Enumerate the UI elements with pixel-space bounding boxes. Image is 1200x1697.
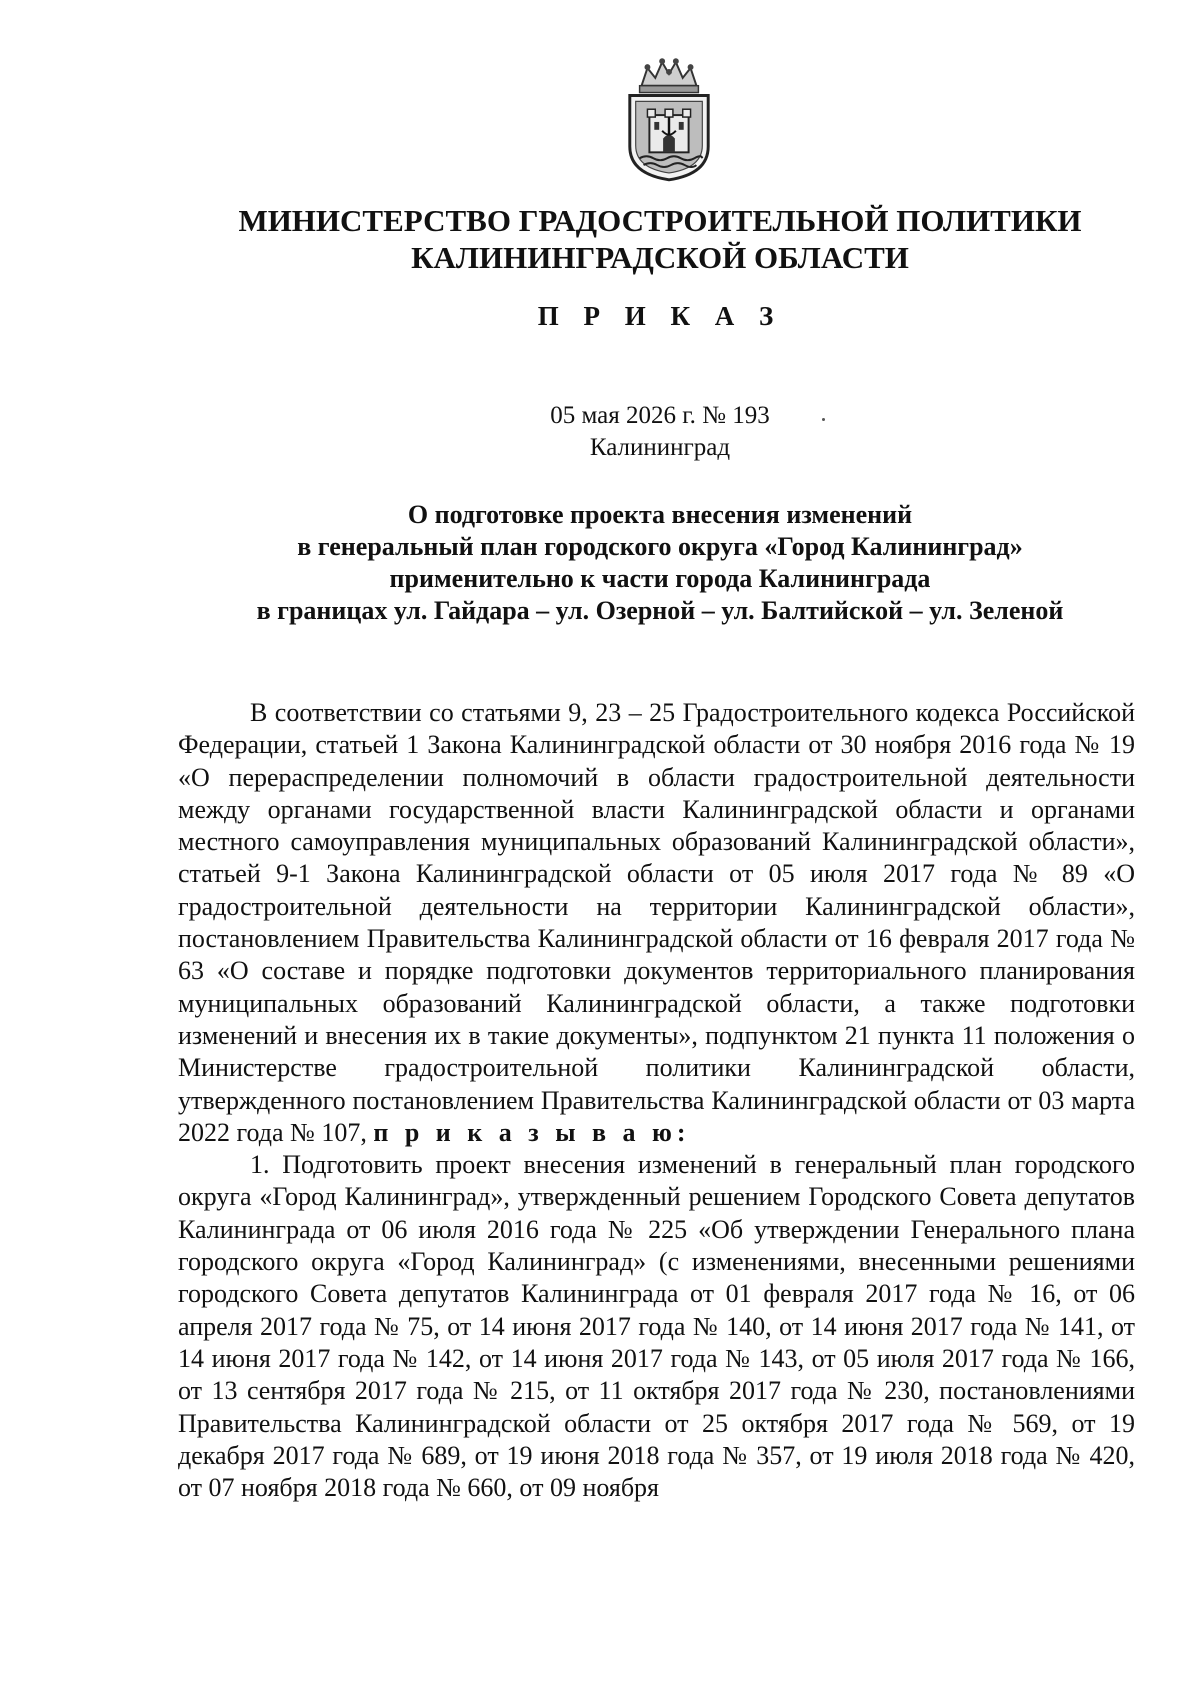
order-subject (0, 499, 1200, 627)
order-body (178, 697, 1135, 1504)
ministry-name-line1: МИНИСТЕРСТВО ГРАДОСТРОИТЕЛЬНОЙ ПОЛИТИКИ (238, 203, 1082, 238)
scan-speck (822, 418, 825, 421)
prikazyvayu-word: п р и к а з ы в а ю: (373, 1117, 691, 1147)
order-city: Калининград (589, 434, 731, 461)
ministry-name-line2: КАЛИНИНГРАДСКОЙ ОБЛАСТИ (411, 240, 909, 275)
subject-line2: в генеральный план городского округа «Город Калининград» (297, 532, 1023, 561)
subject-line4: в границах ул. Гайдара – ул. Озерной – ул. Балтийской – ул. Зеленой (256, 596, 1064, 625)
preamble-text: В соответствии со статьями 9, 23 – 25 Градостроительного кодекса Российской Федерации, статьей 1 Закона Калининградской области от 30 ноября 2016 года № 19 «О перераспределении полномочий в области градостроительной деятельности между органами государственной власти Калининградской области и органами местного самоуправления муниципальных образований Калининградской области», статьей 9-1 Закона Калининградской области от 05 июля 2017 года № 89 «О градостроительной деятельности на территории Калининградской области», постановлением Правительства Калининградской области от 16 февраля 2017 года № 63 «О составе и порядке подготовки документов территориального планирования муниципальных образований Калининградской области, а также подготовки изменений и внесения их в такие документы», подпунктом 21 пункта 11 положения о Министерстве градостроительной политики Калининградской области, утвержденного постановлением Правительства Калининградской области от 03 марта 2022 года № 107, (178, 698, 1135, 1147)
preamble-paragraph (178, 697, 1135, 1149)
subject-line1: О подготовке проекта внесения изменений (407, 500, 913, 529)
subject-line3: применительно к части города Калининграда (389, 564, 931, 593)
item-1-paragraph (178, 1149, 1135, 1504)
coat-of-arms-emblem (620, 56, 718, 184)
item-1-text: 1. Подготовить проект внесения изменений в генеральный план городского округа «Город Калининград», утвержденный решением Городского Совета депутатов Калининграда от 06 июля 2016 года № 225 «Об утверждении Генерального плана городского округа «Город Калининград» (с изменениями, внесенными решениями городского Совета депутатов Калининграда от 01 февраля 2017 года № 16, от 06 апреля 2017 года № 75, от 14 июня 2017 года № 140, от 14 июня 2017 года № 141, от 14 июня 2017 года № 142, от 14 июня 2017 года № 143, от 05 июля 2017 года № 166, от 13 сентября 2017 года № 215, от 11 октября 2017 года № 230, постановлениями Правительства Калининградской области от 25 октября 2017 года № 569, от 19 декабря 2017 года № 689, от 19 июня 2018 года № 357, от 19 июля 2018 года № 420, от 07 ноября 2018 года № 660, от 09 ноября (178, 1150, 1135, 1503)
order-title: П Р И К А З (537, 301, 783, 331)
ministry-name (0, 202, 1200, 276)
order-date-number: 05 мая 2026 г. № 193 (550, 402, 770, 429)
